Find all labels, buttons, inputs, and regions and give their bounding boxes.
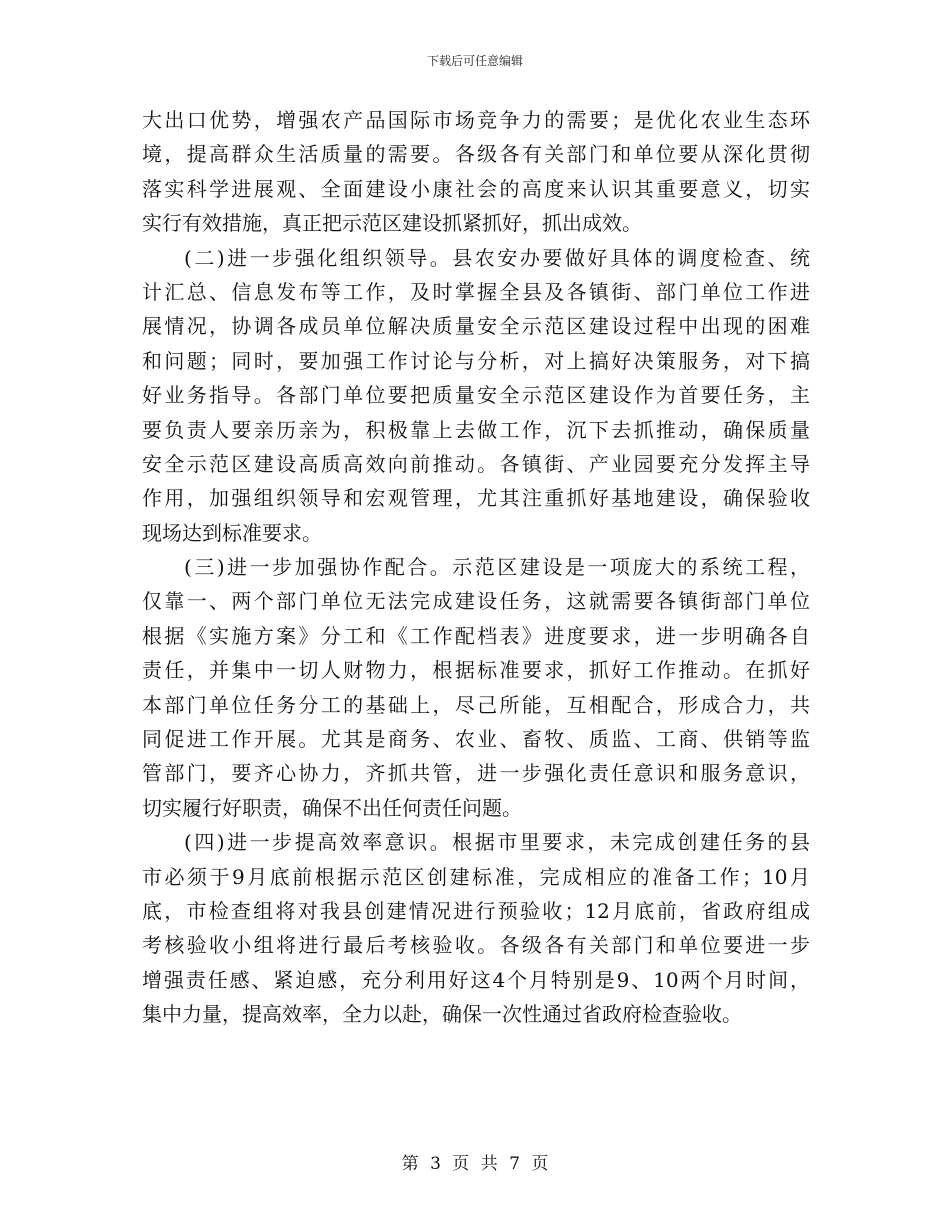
text-line: 集中力量，提高效率，全力以赴，确保一次性通过省政府检查验收。 [142,1002,742,1027]
paragraph-first-line: (三)进一步加强协作配合。示范区建设是一项庞大的系统工程， [184,555,810,580]
text-line: 大出口优势，增强农产品国际市场竞争力的需要；是优化农业生态环 [142,108,810,132]
text-line: 切实履行好职责，确保不出任何责任问题。 [142,795,522,820]
text-line: 管部门，要齐心协力，齐抓共管，进一步强化责任意识和服务意识， [142,761,810,786]
document-body [142,103,810,1032]
text-line: 要负责人要亲历亲为，积极靠上去做工作，沉下去抓推动，确保质量 [142,417,810,442]
text-line: 仅靠一、两个部门单位无法完成建设任务，这就需要各镇街部门单位 [142,589,810,614]
text-line: 增强责任感、紧迫感，充分利用好这4个月特别是9、10两个月时间， [142,967,810,992]
text-line: 底，市检查组将对我县创建情况进行预验收；12月底前，省政府组成 [142,898,810,923]
text-line: 同促进工作开展。尤其是商务、农业、畜牧、质监、工商、供销等监 [142,727,810,752]
text-line: 安全示范区建设高质高效向前推动。各镇街、产业园要充分发挥主导 [142,451,810,476]
text-line: 现场达到标准要求。 [142,520,322,545]
text-line: 实行有效措施，真正把示范区建设抓紧抓好，抓出成效。 [142,211,642,236]
text-line: 好业务指导。各部门单位要把质量安全示范区建设作为首要任务，主 [142,383,810,408]
text-line: 市必须于9月底前根据示范区创建标准，完成相应的准备工作；10月 [142,864,810,889]
text-line: 落实科学进展观、全面建设小康社会的高度来认识其重要意义，切实 [142,176,810,201]
page-number-footer: 第 3 页 共 7 页 [401,1154,549,1174]
text-line: 本部门单位任务分工的基础上，尽己所能，互相配合，形成合力，共 [142,692,810,717]
text-line: 境，提高群众生活质量的需要。各级各有关部门和单位要从深化贯彻 [142,142,810,167]
text-line: 展情况，协调各成员单位解决质量安全示范区建设过程中出现的困难 [142,314,810,339]
text-line: 根据《实施方案》分工和《工作配档表》进度要求，进一步明确各自 [142,623,810,648]
text-line: 作用，加强组织领导和宏观管理，尤其注重抓好基地建设，确保验收 [142,486,810,511]
page-header: 下载后可任意编辑 [426,54,523,68]
text-line: 和问题；同时，要加强工作讨论与分析，对上搞好决策服务，对下搞 [142,348,810,373]
text-line: 考核验收小组将进行最后考核验收。各级各有关部门和单位要进一步 [142,933,810,958]
paragraph-first-line: (二)进一步强化组织领导。县农安办要做好具体的调度检查、统 [184,245,810,270]
paragraph-first-line: (四)进一步提高效率意识。根据市里要求，未完成创建任务的县 [184,830,810,855]
text-line: 计汇总、信息发布等工作，及时掌握全县及各镇街、部门单位工作进 [142,279,810,304]
text-line: 责任，并集中一切人财物力，根据标准要求，抓好工作推动。在抓好 [142,658,810,683]
